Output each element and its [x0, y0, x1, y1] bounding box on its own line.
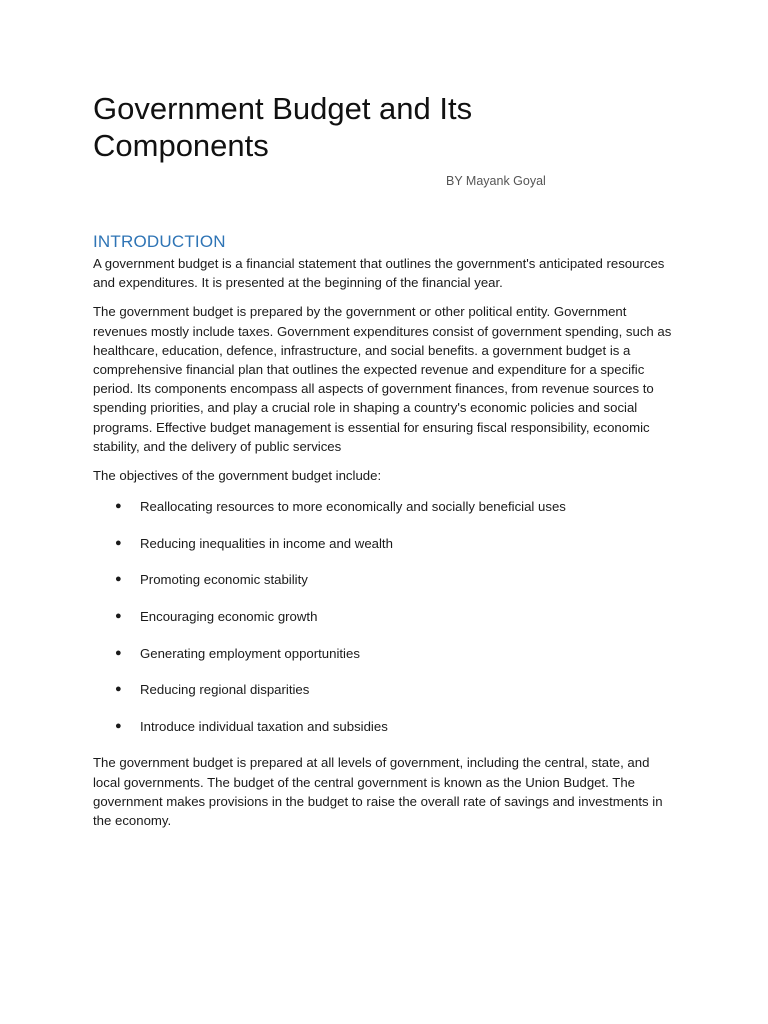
bullet-icon: ● — [115, 610, 122, 623]
bullet-icon: ● — [115, 536, 122, 549]
list-item-text: Reducing regional disparities — [140, 682, 310, 698]
list-item — [93, 570, 678, 589]
list-item-text: Introduce individual taxation and subsidies — [140, 718, 388, 734]
bullet-icon: ● — [115, 646, 122, 659]
list-item — [93, 680, 678, 699]
bullet-icon: ● — [115, 500, 122, 513]
list-item-text: Promoting economic stability — [140, 572, 308, 588]
paragraph-objectives-intro: The objectives of the government budget include: — [93, 468, 382, 484]
bullet-icon: ● — [115, 573, 122, 586]
list-item — [93, 497, 678, 516]
paragraph-definition: A government budget is a financial statement that outlines the government's anticipated resources and expenditures. It is presented at the beginning of the financial year. — [93, 256, 665, 291]
list-item-text: Reducing inequalities in income and wealth — [140, 535, 393, 551]
list-item — [93, 717, 678, 736]
bullet-icon: ● — [115, 719, 122, 732]
bullet-icon: ● — [115, 683, 122, 696]
paragraph-preparation: The government budget is prepared by the government or other political entity. Government revenues mostly include taxes. Government expenditures consist of government spending, such as healthcare, education, defence, infrastructure, and social benefits. a government budget is a comprehensive financial plan that outlines the expected revenue and expenditure for a specific period. Its components encompass all aspects of government finances, from revenue sources to spending priorities, and play a crucial role in shaping a country's economic policies and social programs. Effective budget management is essential for ensuring fiscal responsibility, economic stability, and the delivery of public services — [93, 304, 672, 454]
list-item-text: Reallocating resources to more economically and socially beneficial uses — [140, 499, 566, 515]
paragraph-closing: The government budget is prepared at all levels of government, including the central, state, and local governments. The budget of the central government is known as the Union Budget. The government makes provisions in the budget to raise the overall rate of savings and investments in the economy. — [93, 755, 663, 828]
list-item — [93, 607, 678, 626]
document-title: Government Budget and Its Components — [93, 91, 473, 163]
author-byline: BY Mayank Goyal — [446, 174, 546, 188]
document-page — [93, 90, 678, 840]
list-item — [93, 644, 678, 663]
list-item-text: Encouraging economic growth — [140, 609, 318, 625]
objectives-list — [93, 497, 678, 736]
list-item-text: Generating employment opportunities — [140, 645, 360, 661]
list-item — [93, 534, 678, 553]
section-heading-introduction: INTRODUCTION — [93, 232, 226, 251]
